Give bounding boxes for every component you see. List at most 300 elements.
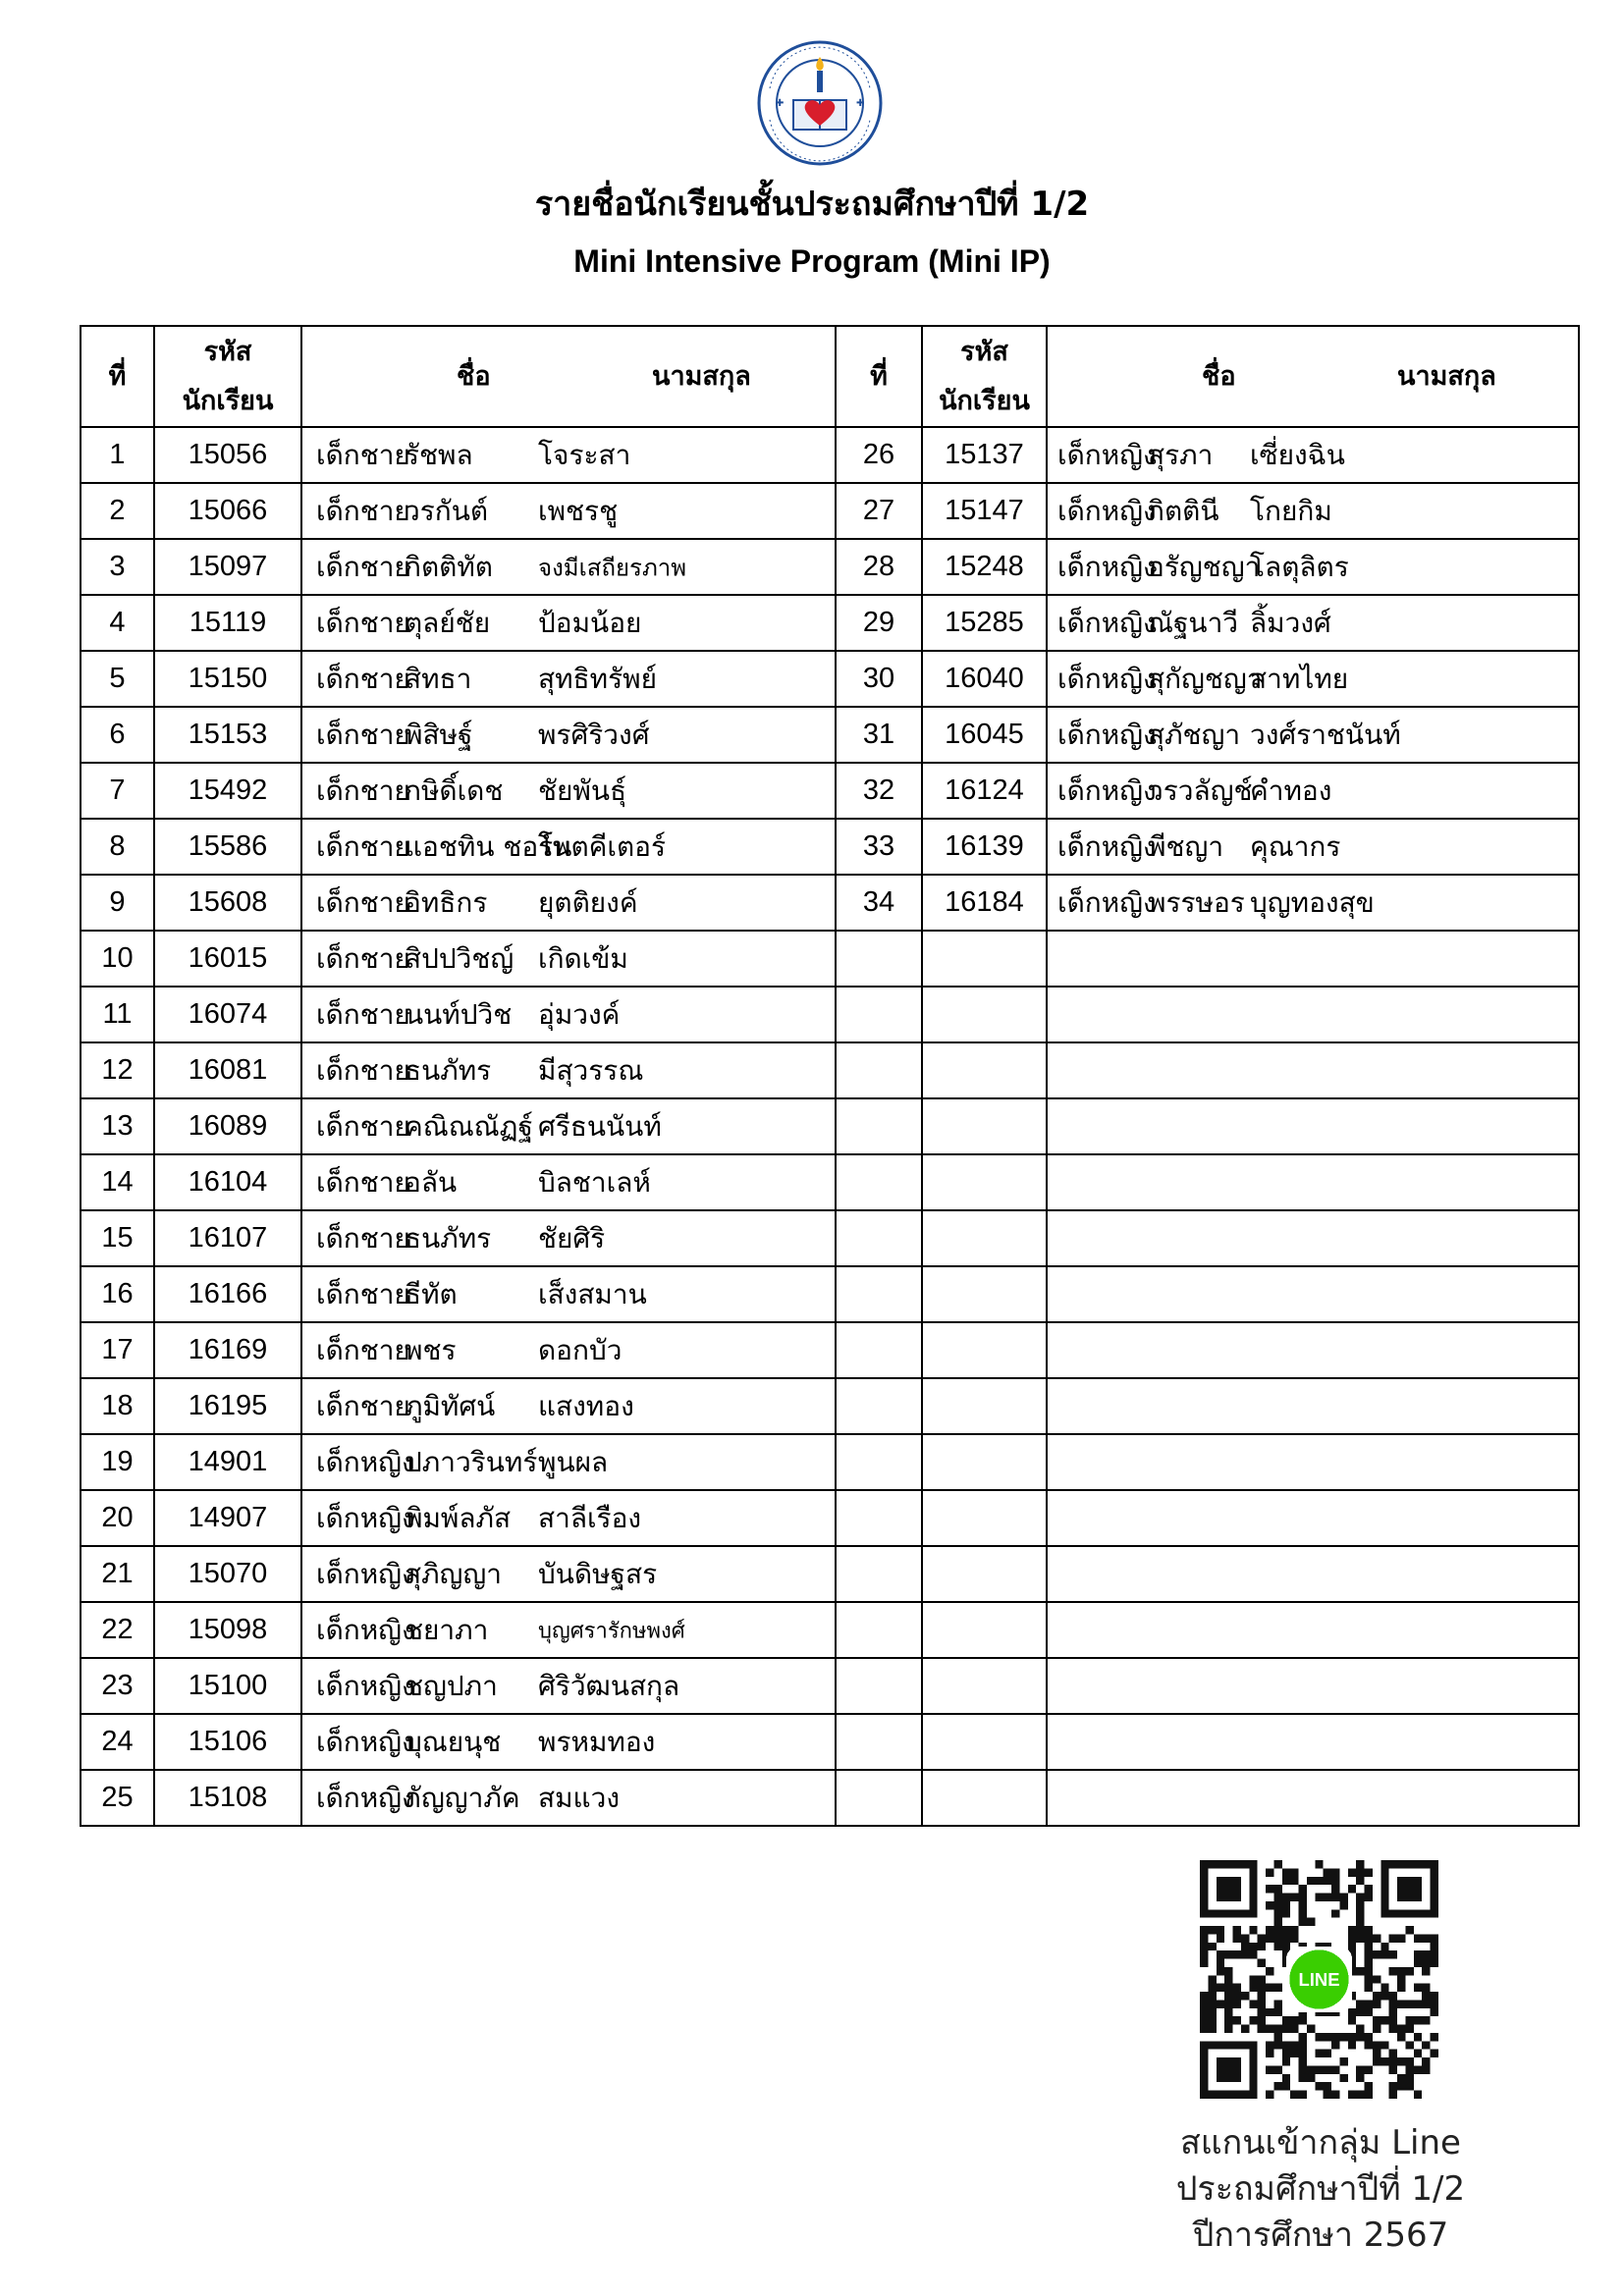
column-header-no-right: ที่	[836, 326, 922, 427]
right-student-id	[922, 1210, 1047, 1266]
name-prefix: เด็กชาย	[316, 1165, 410, 1199]
right-student-name	[1047, 1154, 1579, 1210]
name-prefix: เด็กหญิง	[316, 1669, 415, 1702]
right-row-no: 29	[836, 595, 922, 651]
left-row-no: 13	[81, 1098, 154, 1154]
left-student-id: 15100	[154, 1658, 301, 1714]
name-prefix: เด็กชาย	[316, 1109, 410, 1143]
table-row	[81, 1378, 1579, 1434]
left-student-name	[301, 987, 836, 1042]
name-prefix: เด็กชาย	[316, 1053, 410, 1087]
left-student-name	[301, 875, 836, 931]
column-header-last-name: นามสกุล	[652, 360, 751, 392]
first-name: สุกัญชญา	[1148, 662, 1263, 695]
last-name: บิลชาเลห์	[538, 1165, 651, 1199]
last-name: โกยกิม	[1250, 494, 1332, 527]
right-student-id	[922, 931, 1047, 987]
first-name: กิตติทัต	[405, 550, 493, 583]
line-group-qr-code[interactable]	[1184, 1860, 1454, 2099]
left-student-id: 15070	[154, 1546, 301, 1602]
left-student-id: 16169	[154, 1322, 301, 1378]
left-row-no: 7	[81, 763, 154, 819]
first-name: อลัน	[405, 1165, 458, 1199]
last-name: สาลีเรือง	[538, 1501, 642, 1534]
first-name: สิปปวิชญ์	[405, 941, 514, 975]
right-row-no: 33	[836, 819, 922, 875]
right-student-id	[922, 1098, 1047, 1154]
table-row	[81, 987, 1579, 1042]
left-student-name	[301, 1602, 836, 1658]
right-student-id	[922, 1042, 1047, 1098]
name-prefix: เด็กหญิง	[316, 1725, 415, 1758]
name-prefix: เด็กหญิง	[1057, 606, 1157, 639]
last-name: ศรีธนนันท์	[538, 1109, 662, 1143]
last-name: เกิดเข้ม	[538, 941, 628, 975]
name-prefix: เด็กหญิง	[1057, 774, 1157, 807]
qr-caption	[1119, 2120, 1522, 2259]
svg-text:✚: ✚	[776, 98, 785, 109]
first-name: พีชญา	[1148, 829, 1224, 863]
qr-caption-line1: สแกนเข้ากลุ่ม Line	[1180, 2123, 1461, 2163]
left-row-no: 22	[81, 1602, 154, 1658]
table-row	[81, 1210, 1579, 1266]
first-name: ณัฐนาวี	[1148, 606, 1239, 639]
name-prefix: เด็กหญิง	[1057, 438, 1157, 471]
name-prefix: เด็กชาย	[316, 550, 410, 583]
right-row-no	[836, 931, 922, 987]
table-row	[81, 1098, 1579, 1154]
right-row-no	[836, 1770, 922, 1826]
left-row-no: 12	[81, 1042, 154, 1098]
right-row-no	[836, 1154, 922, 1210]
right-student-name	[1047, 1098, 1579, 1154]
student-roster-table	[80, 325, 1580, 1827]
first-name: แอชทิน ชอร์น	[405, 829, 572, 863]
left-student-id: 15108	[154, 1770, 301, 1826]
right-student-id: 16045	[922, 707, 1047, 763]
right-student-name	[1047, 651, 1579, 707]
name-prefix: เด็กหญิง	[316, 1501, 415, 1534]
right-student-id	[922, 1434, 1047, 1490]
left-student-name	[301, 1434, 836, 1490]
left-student-name	[301, 595, 836, 651]
first-name: ตุลย์ชัย	[405, 606, 491, 639]
left-student-id: 15586	[154, 819, 301, 875]
left-student-name	[301, 1210, 836, 1266]
left-row-no: 3	[81, 539, 154, 595]
table-row	[81, 1770, 1579, 1826]
last-name: สุทธิทรัพย์	[538, 662, 657, 695]
name-prefix: เด็กหญิง	[316, 1557, 415, 1590]
name-prefix: เด็กชาย	[316, 1389, 410, 1422]
left-row-no: 17	[81, 1322, 154, 1378]
right-student-name	[1047, 1602, 1579, 1658]
left-student-id: 14901	[154, 1434, 301, 1490]
left-row-no: 9	[81, 875, 154, 931]
last-name: บันดิษฐสร	[538, 1557, 658, 1590]
name-prefix: เด็กชาย	[316, 1277, 410, 1310]
first-name: พชร	[405, 1333, 457, 1366]
column-header-name	[301, 326, 836, 427]
right-row-no	[836, 1546, 922, 1602]
left-row-no: 4	[81, 595, 154, 651]
last-name: สมแวง	[538, 1781, 620, 1814]
name-prefix: เด็กชาย	[316, 606, 410, 639]
left-row-no: 8	[81, 819, 154, 875]
column-header-last-name-right: นามสกุล	[1397, 360, 1496, 392]
right-row-no	[836, 1042, 922, 1098]
right-row-no	[836, 987, 922, 1042]
right-student-name	[1047, 1434, 1579, 1490]
name-prefix: เด็กหญิง	[1057, 829, 1157, 863]
table-row	[81, 1042, 1579, 1098]
line-logo-text: LINE	[1298, 1969, 1340, 1991]
last-name: พรศิริวงศ์	[538, 718, 650, 751]
right-student-name	[1047, 1490, 1579, 1546]
table-row	[81, 819, 1579, 875]
column-header-no: ที่	[81, 326, 154, 427]
right-student-id: 15147	[922, 483, 1047, 539]
first-name: พิมพ์ลภัส	[405, 1501, 512, 1534]
right-student-name	[1047, 539, 1579, 595]
first-name: วรกันต์	[405, 494, 489, 527]
name-prefix: เด็กชาย	[316, 718, 410, 751]
table-row	[81, 1490, 1579, 1546]
last-name: โพตคีเตอร์	[538, 829, 667, 863]
left-student-name	[301, 539, 836, 595]
right-student-id: 15248	[922, 539, 1047, 595]
first-name: ธนภัทร	[405, 1053, 492, 1087]
right-student-id: 16184	[922, 875, 1047, 931]
column-header-id-line1-right: รหัส	[960, 336, 1008, 367]
name-prefix: เด็กชาย	[316, 997, 410, 1031]
right-student-id	[922, 1322, 1047, 1378]
name-prefix: เด็กหญิง	[1057, 662, 1157, 695]
left-student-name	[301, 427, 836, 483]
name-prefix: เด็กหญิง	[1057, 550, 1157, 583]
name-prefix: เด็กชาย	[316, 1333, 410, 1366]
first-name: กิตตินี	[1148, 494, 1219, 527]
left-row-no: 5	[81, 651, 154, 707]
last-name: พูนผล	[538, 1445, 609, 1478]
first-name: พิสิษฐ์	[405, 718, 473, 751]
left-row-no: 6	[81, 707, 154, 763]
name-prefix: เด็กชาย	[316, 941, 410, 975]
first-name: ชญปภา	[405, 1669, 498, 1702]
right-student-name	[1047, 931, 1579, 987]
last-name: คำทอง	[1250, 774, 1332, 807]
left-row-no: 24	[81, 1714, 154, 1770]
left-row-no: 19	[81, 1434, 154, 1490]
last-name: สาทไทย	[1250, 662, 1349, 695]
right-row-no: 28	[836, 539, 922, 595]
right-row-no	[836, 1098, 922, 1154]
name-prefix: เด็กชาย	[316, 662, 410, 695]
left-student-name	[301, 1154, 836, 1210]
table-row	[81, 1658, 1579, 1714]
left-student-name	[301, 1266, 836, 1322]
name-prefix: เด็กชาย	[316, 829, 410, 863]
left-row-no: 2	[81, 483, 154, 539]
left-student-id: 16195	[154, 1378, 301, 1434]
left-student-name	[301, 931, 836, 987]
first-name: สุภิญญา	[405, 1557, 502, 1590]
first-name: ชยาภา	[405, 1613, 489, 1646]
left-student-id: 15106	[154, 1714, 301, 1770]
left-row-no: 11	[81, 987, 154, 1042]
qr-caption-line3: ปีการศึกษา 2567	[1192, 2216, 1449, 2255]
first-name: กัญญาภัค	[405, 1781, 520, 1814]
last-name: เพชรชู	[538, 494, 619, 527]
right-row-no	[836, 1378, 922, 1434]
left-student-name	[301, 1378, 836, 1434]
table-row	[81, 1266, 1579, 1322]
left-student-id: 15492	[154, 763, 301, 819]
left-student-id: 15608	[154, 875, 301, 931]
last-name: เส็งสมาน	[538, 1277, 647, 1310]
last-name: ป้อมน้อย	[538, 606, 642, 639]
right-student-id	[922, 1490, 1047, 1546]
right-row-no	[836, 1602, 922, 1658]
column-header-student-id-right	[922, 326, 1047, 427]
name-prefix: เด็กชาย	[316, 494, 410, 527]
first-name: คณิณณัฏฐ์	[405, 1109, 533, 1143]
right-row-no	[836, 1266, 922, 1322]
left-student-id: 16107	[154, 1210, 301, 1266]
left-row-no: 25	[81, 1770, 154, 1826]
right-student-name	[1047, 1546, 1579, 1602]
table-row	[81, 875, 1579, 931]
left-student-name	[301, 1322, 836, 1378]
left-row-no: 1	[81, 427, 154, 483]
left-student-id: 16104	[154, 1154, 301, 1210]
last-name: เซี่ยงฉิน	[1250, 438, 1345, 471]
right-student-id	[922, 1602, 1047, 1658]
table-row	[81, 427, 1579, 483]
right-row-no: 31	[836, 707, 922, 763]
name-prefix: เด็กหญิง	[1057, 885, 1157, 919]
first-name: สุรภา	[1148, 438, 1214, 471]
right-student-id: 15285	[922, 595, 1047, 651]
left-row-no: 18	[81, 1378, 154, 1434]
right-student-name	[1047, 1322, 1579, 1378]
last-name: ดอกบัว	[538, 1333, 623, 1366]
column-header-first-name-right: ชื่อ	[1202, 360, 1236, 392]
left-row-no: 23	[81, 1658, 154, 1714]
page-title: รายชื่อนักเรียนชั้นประถมศึกษาปีที่ 1/2	[534, 185, 1090, 224]
right-student-id	[922, 1658, 1047, 1714]
column-header-id-line2: นักเรียน	[182, 385, 274, 416]
left-row-no: 14	[81, 1154, 154, 1210]
left-student-id: 15153	[154, 707, 301, 763]
right-student-id	[922, 1154, 1047, 1210]
qr-caption-line2: ประถมศึกษาปีที่ 1/2	[1175, 2169, 1466, 2209]
right-row-no: 27	[836, 483, 922, 539]
first-name: อิทธิกร	[405, 885, 488, 919]
right-student-id: 16040	[922, 651, 1047, 707]
right-student-name	[1047, 1770, 1579, 1826]
left-student-name	[301, 1546, 836, 1602]
right-student-id	[922, 1714, 1047, 1770]
right-row-no: 30	[836, 651, 922, 707]
table-row	[81, 1322, 1579, 1378]
column-header-student-id	[154, 326, 301, 427]
last-name: มีสุวรรณ	[538, 1053, 644, 1087]
first-name: กษิดิ์เดช	[405, 774, 504, 807]
left-row-no: 15	[81, 1210, 154, 1266]
left-student-name	[301, 763, 836, 819]
last-name: ชัยศิริ	[538, 1221, 606, 1255]
first-name: วรวลัญช์	[1148, 774, 1253, 807]
last-name: พรหมทอง	[538, 1725, 656, 1758]
right-student-name	[1047, 1658, 1579, 1714]
left-student-name	[301, 1490, 836, 1546]
first-name: พรรษอร	[1148, 885, 1245, 919]
name-prefix: เด็กชาย	[316, 1221, 410, 1255]
name-prefix: เด็กชาย	[316, 774, 410, 807]
column-header-name-right	[1047, 326, 1579, 427]
left-student-id: 15056	[154, 427, 301, 483]
right-student-name	[1047, 595, 1579, 651]
column-header-first-name: ชื่อ	[457, 360, 491, 392]
table-row	[81, 1602, 1579, 1658]
right-student-id: 16139	[922, 819, 1047, 875]
name-prefix: เด็กหญิง	[316, 1613, 415, 1646]
left-student-id: 16166	[154, 1266, 301, 1322]
first-name: ธีทัต	[405, 1277, 458, 1310]
last-name: บุญศรารักษพงศ์	[538, 1619, 685, 1643]
left-student-id: 16089	[154, 1098, 301, 1154]
right-row-no	[836, 1322, 922, 1378]
column-header-id-line1: รหัส	[203, 336, 252, 367]
first-name: นนท์ปวิช	[405, 997, 513, 1031]
right-student-name	[1047, 1378, 1579, 1434]
right-student-id	[922, 1378, 1047, 1434]
school-logo-icon	[756, 39, 884, 167]
right-row-no: 26	[836, 427, 922, 483]
left-row-no: 20	[81, 1490, 154, 1546]
last-name: ยุตติยงค์	[538, 885, 638, 919]
first-name: รัชพล	[405, 438, 473, 471]
right-student-name	[1047, 1042, 1579, 1098]
name-prefix: เด็กหญิง	[1057, 494, 1157, 527]
right-row-no	[836, 1490, 922, 1546]
right-student-name	[1047, 819, 1579, 875]
name-prefix: เด็กชาย	[316, 438, 410, 471]
right-row-no	[836, 1658, 922, 1714]
table-row	[81, 763, 1579, 819]
first-name: ภูมิทัศน์	[405, 1389, 496, 1422]
table-row	[81, 539, 1579, 595]
first-name: ปภาวรินทร์	[405, 1445, 538, 1478]
right-student-name	[1047, 427, 1579, 483]
right-row-no	[836, 1210, 922, 1266]
left-student-id: 15066	[154, 483, 301, 539]
left-student-name	[301, 1770, 836, 1826]
left-student-name	[301, 651, 836, 707]
left-student-id: 15119	[154, 595, 301, 651]
table-row	[81, 1434, 1579, 1490]
column-header-id-line2-right: นักเรียน	[939, 385, 1030, 416]
right-student-id	[922, 1546, 1047, 1602]
last-name: ชัยพันธุ์	[538, 774, 627, 807]
left-student-id: 14907	[154, 1490, 301, 1546]
left-row-no: 21	[81, 1546, 154, 1602]
left-row-no: 16	[81, 1266, 154, 1322]
last-name: โจระสา	[538, 438, 631, 471]
table-row	[81, 651, 1579, 707]
left-student-name	[301, 483, 836, 539]
table-row	[81, 707, 1579, 763]
table-header-row	[81, 326, 1579, 427]
right-student-name	[1047, 483, 1579, 539]
right-student-id	[922, 987, 1047, 1042]
page-subtitle: Mini Intensive Program (Mini IP)	[573, 243, 1051, 279]
right-student-name	[1047, 875, 1579, 931]
name-prefix: เด็กหญิง	[316, 1445, 415, 1478]
first-name: บุณยนุช	[405, 1725, 502, 1758]
left-row-no: 10	[81, 931, 154, 987]
name-prefix: เด็กชาย	[316, 885, 410, 919]
left-student-name	[301, 819, 836, 875]
left-student-name	[301, 1714, 836, 1770]
right-student-id: 16124	[922, 763, 1047, 819]
name-prefix: เด็กหญิง	[1057, 718, 1157, 751]
right-row-no: 32	[836, 763, 922, 819]
table-row	[81, 483, 1579, 539]
right-student-name	[1047, 1266, 1579, 1322]
last-name: อุ่มวงค์	[538, 997, 621, 1031]
left-student-id: 16081	[154, 1042, 301, 1098]
last-name: วงศ์ราชนันท์	[1250, 718, 1401, 751]
last-name: แสงทอง	[538, 1389, 634, 1422]
last-name: จงมีเสถียรภาพ	[538, 554, 687, 581]
left-student-id: 16015	[154, 931, 301, 987]
last-name: คุณากร	[1250, 829, 1341, 863]
last-name: ลิ้มวงศ์	[1250, 606, 1331, 639]
right-student-id	[922, 1770, 1047, 1826]
table-row	[81, 595, 1579, 651]
name-prefix: เด็กหญิง	[316, 1781, 415, 1814]
right-student-id	[922, 1266, 1047, 1322]
left-student-id: 15097	[154, 539, 301, 595]
right-student-name	[1047, 707, 1579, 763]
left-student-id: 16074	[154, 987, 301, 1042]
last-name: โลตุลิตร	[1250, 550, 1349, 583]
table-row	[81, 1714, 1579, 1770]
right-row-no	[836, 1714, 922, 1770]
right-row-no	[836, 1434, 922, 1490]
right-row-no: 34	[836, 875, 922, 931]
last-name: บุญทองสุข	[1250, 885, 1375, 919]
first-name: สุภัชญา	[1148, 718, 1241, 751]
table-row	[81, 1154, 1579, 1210]
left-student-name	[301, 1042, 836, 1098]
right-student-id: 15137	[922, 427, 1047, 483]
left-student-id: 15098	[154, 1602, 301, 1658]
left-student-name	[301, 1658, 836, 1714]
first-name: ธนภัทร	[405, 1221, 492, 1255]
last-name: ศิริวัฒนสกุล	[538, 1669, 680, 1702]
right-student-name	[1047, 987, 1579, 1042]
right-student-name	[1047, 1714, 1579, 1770]
left-student-id: 15150	[154, 651, 301, 707]
right-student-name	[1047, 763, 1579, 819]
table-row	[81, 1546, 1579, 1602]
first-name: อรัญชญา	[1148, 550, 1261, 583]
table-row	[81, 931, 1579, 987]
left-student-name	[301, 707, 836, 763]
